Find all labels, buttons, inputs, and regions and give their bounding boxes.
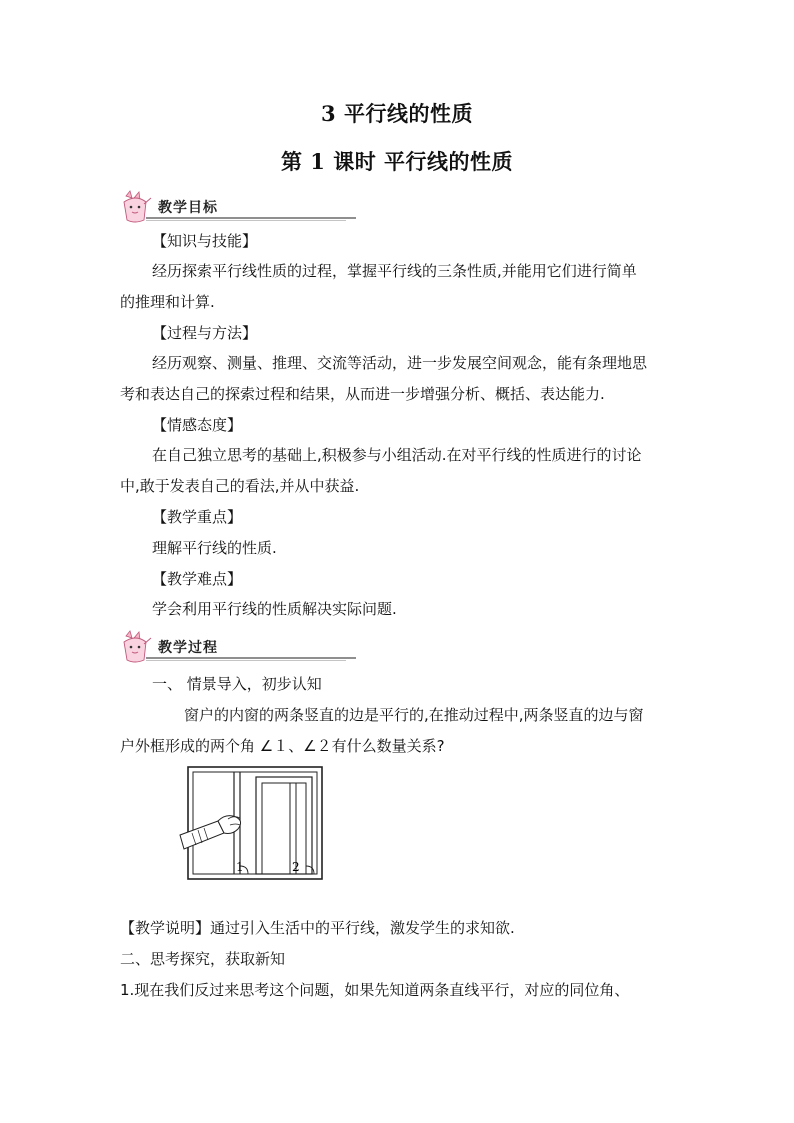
teaching-note: 【教学说明】通过引入生活中的平行线，激发学生的求知欲. [120, 919, 515, 937]
text-line: 户外框形成的两个角 ∠１、∠２有什么数量关系? [120, 737, 445, 755]
page-title: 3 平行线的性质 [321, 101, 473, 126]
text-line: 理解平行线的性质. [152, 539, 277, 557]
text-line: 窗户的内窗的两条竖直的边是平行的,在推动过程中,两条竖直的边与窗 [184, 706, 644, 724]
text-line: 在自己独立思考的基础上,积极参与小组活动.在对平行线的性质进行的讨论 [152, 446, 642, 464]
angle-label-1: 1 [236, 860, 244, 874]
heading-knowledge-skills: 【知识与技能】 [152, 232, 258, 250]
text-line: 1.现在我们反过来思考这个问题，如果先知道两条直线平行，对应的同位角、 [120, 981, 630, 999]
text-line: 的推理和计算. [120, 293, 215, 311]
section-underline [146, 216, 356, 222]
text-line: 经历观察、测量、推理、交流等活动，进一步发展空间观念，能有条理地思 [152, 354, 648, 372]
step-one-heading: 一、 情景导入，初步认知 [152, 675, 322, 693]
lesson-subtitle: 第 1 课时 平行线的性质 [280, 149, 514, 174]
section-title-goals: 教学目标 [158, 200, 218, 216]
heading-difficulties: 【教学难点】 [152, 570, 243, 588]
text-line: 经历探索平行线性质的过程，掌握平行线的三条性质,并能用它们进行简单 [152, 262, 637, 280]
heading-emotion-attitude: 【情感态度】 [152, 416, 243, 434]
window-angle-figure [178, 765, 328, 882]
step-two-heading: 二、思考探究，获取新知 [120, 950, 286, 968]
section-title-process: 教学过程 [158, 640, 218, 656]
heading-key-points: 【教学重点】 [152, 508, 243, 526]
text-line: 中,敢于发表自己的看法,并从中获益. [120, 477, 360, 495]
heading-process-methods: 【过程与方法】 [152, 324, 258, 342]
section-underline [146, 656, 356, 662]
section-header-process [118, 630, 248, 664]
text-line: 学会利用平行线的性质解决实际问题. [152, 600, 397, 618]
angle-label-2: 2 [292, 860, 300, 874]
text-line: 考和表达自己的探索过程和结果，从而进一步增强分析、概括、表达能力. [120, 385, 605, 403]
section-header-goals [118, 190, 248, 224]
